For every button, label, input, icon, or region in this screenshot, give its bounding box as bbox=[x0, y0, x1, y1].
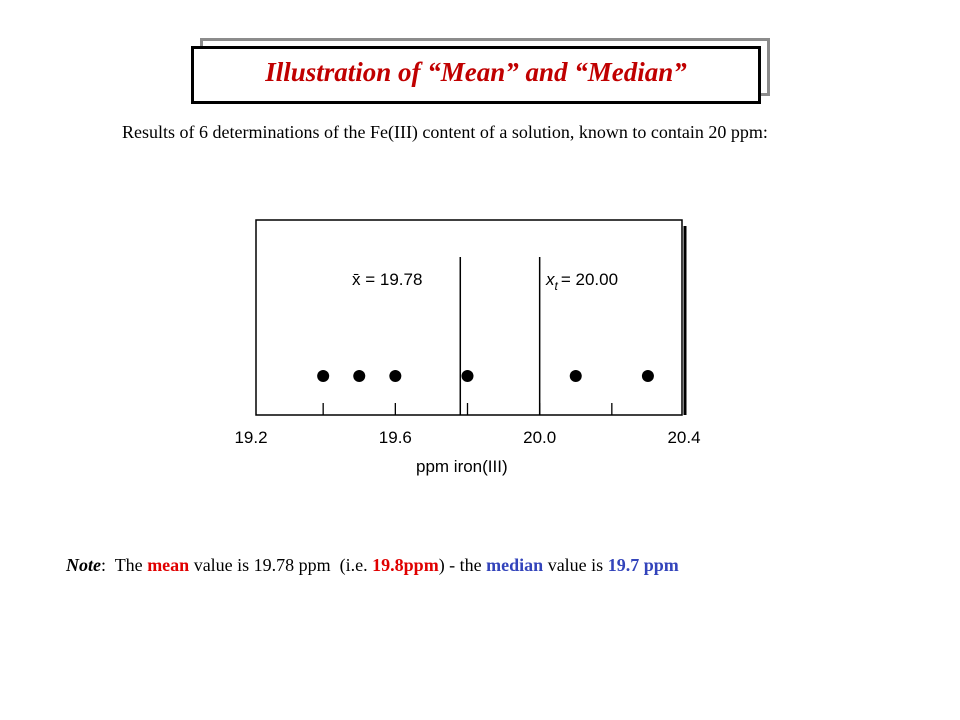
mean-word: mean bbox=[147, 555, 190, 575]
page-title: Illustration of “Mean” and “Median” bbox=[265, 56, 687, 87]
x-axis-ticks bbox=[323, 403, 612, 415]
x-axis-label: ppm iron(III) bbox=[416, 457, 508, 476]
data-point bbox=[462, 370, 474, 382]
true-value-label: $x_t = 20.00$ bbox=[546, 270, 619, 293]
data-point bbox=[353, 370, 365, 382]
x-tick-label: 20.4 bbox=[667, 428, 701, 447]
median-word: median bbox=[486, 555, 544, 575]
note-text: Note: The mean value is 19.78 ppm (i.e. 19.8ppm) - the median value is 19.7 ppm bbox=[66, 555, 679, 575]
data-point bbox=[389, 370, 401, 382]
x-tick-label: 19.6 bbox=[378, 428, 412, 447]
data-point bbox=[317, 370, 329, 382]
intro-text: Results of 6 determinations of the Fe(III) content of a solution, known to contain 20 ppm: bbox=[122, 122, 768, 142]
plot-frame bbox=[256, 220, 682, 415]
x-axis-tick-labels bbox=[234, 428, 700, 447]
x-tick-label: 20.0 bbox=[523, 428, 557, 447]
data-point bbox=[570, 370, 582, 382]
x-tick-label: 19.2 bbox=[234, 428, 268, 447]
dot-plot-chart bbox=[222, 199, 758, 495]
median-value: 19.7 ppm bbox=[607, 555, 679, 575]
mean-rounded-value: 19.8ppm bbox=[372, 555, 439, 575]
data-points bbox=[317, 370, 654, 382]
mean-label: x̄ = 19.78 bbox=[352, 270, 423, 289]
data-point bbox=[642, 370, 654, 382]
note-label: Note bbox=[66, 555, 101, 575]
chart-panel bbox=[222, 199, 758, 495]
